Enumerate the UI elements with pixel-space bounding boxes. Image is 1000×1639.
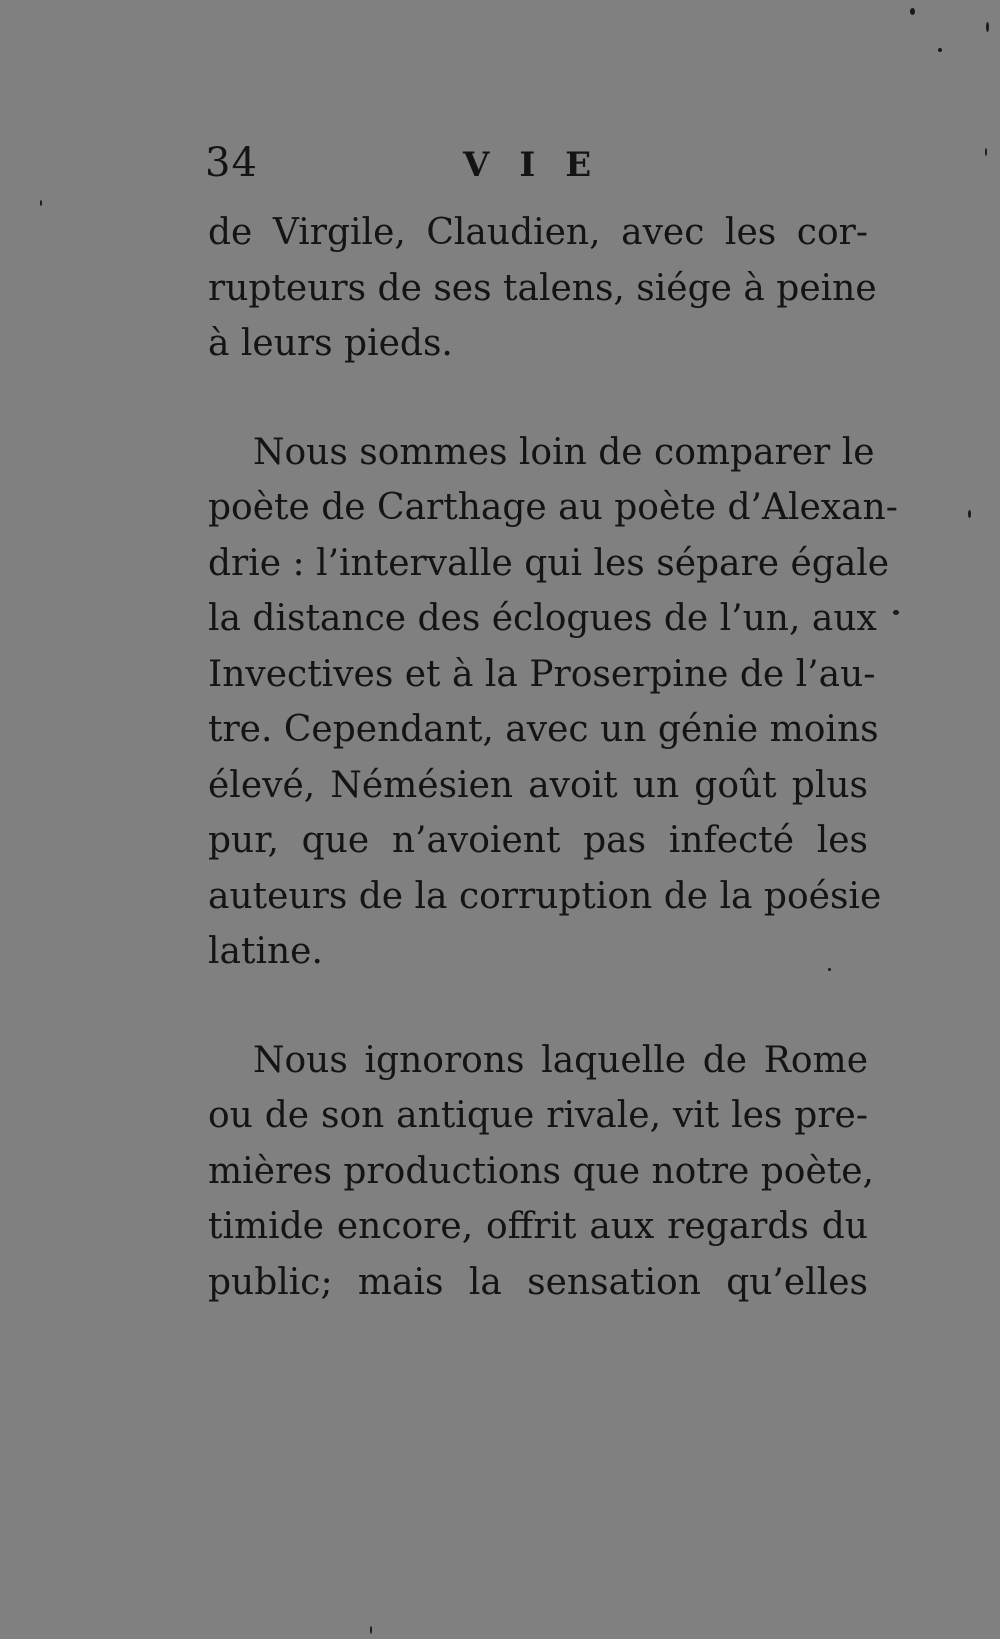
scan-speck [985,148,987,156]
paragraph-2 [208,425,898,980]
running-title: VIE [463,145,622,185]
text-line: rupteurs de ses talens, siége à peine [208,267,877,309]
text-line: de Virgile, Claudien, avec les cor- [208,212,868,253]
scan-speck [828,968,831,971]
scan-speck [910,8,915,15]
text-line: la distance des éclogues de l’un, aux [208,598,877,639]
text-line: tre. Cependant, avec un génie moins [208,709,879,750]
text-line: Invectives et à la Proserpine de l’au- [208,653,876,695]
scan-speck [968,510,971,518]
page-header [205,138,855,188]
paragraph-1 [208,205,877,372]
body-text [208,205,898,1310]
text-line: poète de Carthage au poète d’Alexan- [208,487,898,528]
text-line: mières productions que notre poète, [208,1150,874,1192]
text-line: timide encore, offrit aux regards du [208,1206,868,1247]
text-line: ou de son antique rivale, vit les pre- [208,1095,868,1136]
text-line: Nous sommes loin de comparer le [253,431,875,473]
scan-speck [370,1626,372,1634]
text-line: Nous ignorons laquelle de Rome [253,1039,868,1081]
scan-speck [40,200,42,206]
text-line: public; mais la sensation qu’elles [208,1261,868,1303]
text-line: drie : l’intervalle qui les sépare égale [208,542,890,584]
page-number: 34 [205,140,258,186]
scan-speck [893,610,899,615]
text-line: à leurs pieds. [208,323,453,364]
paragraph-3 [208,1033,874,1311]
paragraph-gap [208,980,868,1033]
paragraph-gap [208,372,868,425]
text-line: élevé, Némésien avoit un goût plus [208,764,868,806]
text-line: auteurs de la corruption de la poésie [208,875,882,917]
scan-speck [986,22,989,32]
text-line: pur, que n’avoient pas infecté les [208,820,868,861]
text-line: latine. [208,931,323,972]
scan-speck [938,48,942,52]
